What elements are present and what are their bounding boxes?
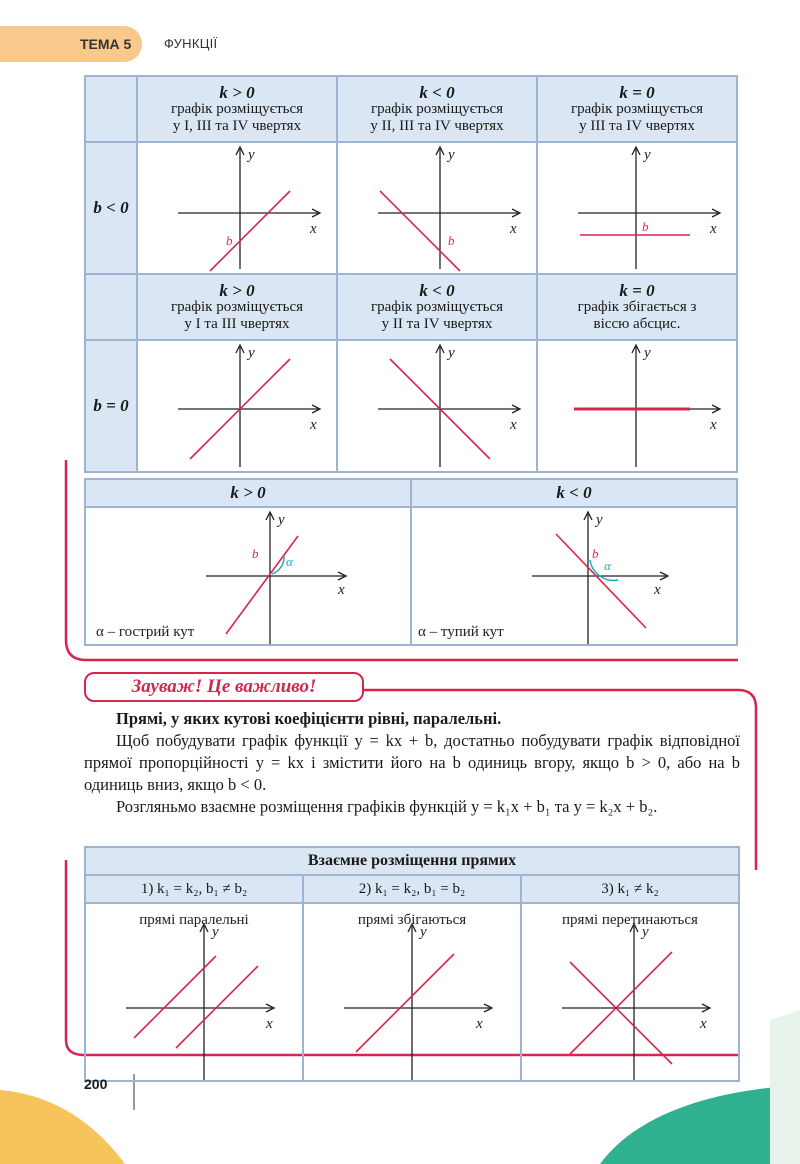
important-note-banner: Зауваж! Це важливо! xyxy=(84,672,364,702)
svg-text:y: y xyxy=(642,924,649,940)
subject-label: ФУНКЦІЇ xyxy=(164,36,218,51)
svg-text:y: y xyxy=(420,924,427,940)
row-label-b-negative: b < 0 xyxy=(85,142,137,274)
svg-text:x: x xyxy=(338,582,345,598)
graph-intersect xyxy=(521,903,739,1081)
head2-k-negative: k < 0 графік розміщується у II та IV чвертях xyxy=(337,274,537,340)
graph-kneg-bzero xyxy=(337,340,537,472)
svg-text:b: b xyxy=(226,233,233,248)
svg-text:x: x xyxy=(510,417,517,433)
theme-tab xyxy=(0,26,142,62)
graph-parallel xyxy=(85,903,303,1081)
svg-text:α – тупий кут: α – тупий кут xyxy=(418,624,504,640)
svg-text:x: x xyxy=(510,221,517,237)
svg-text:прямі перетинаються: прямі перетинаються xyxy=(562,912,698,928)
svg-text:x: x xyxy=(654,582,661,598)
corner-cell-2 xyxy=(85,274,137,340)
head2-k-positive: k > 0 графік розміщується у I та III чвертях xyxy=(137,274,337,340)
svg-text:y: y xyxy=(278,512,285,528)
page-number: 200 xyxy=(84,1076,108,1092)
graph-coincide xyxy=(303,903,521,1081)
svg-text:b: b xyxy=(448,233,455,248)
graph-kzero-bneg xyxy=(537,142,737,274)
svg-text:x: x xyxy=(700,1016,707,1032)
paragraph-shift: Щоб побудувати графік функції y = kx + b, достатньо побудувати графік відповідної прямої пропорційності y = kx і змістити його на b одиниць вгору, якщо b > 0, або на b одиниць вниз, якщо b < 0. xyxy=(84,731,740,794)
angle-table xyxy=(84,478,738,646)
mutual-position-table xyxy=(84,846,740,1082)
graph-kneg-bneg xyxy=(337,142,537,274)
head-k-zero: k = 0 графік розміщується у III та IV чвертях xyxy=(537,76,737,142)
svg-text:y: y xyxy=(448,147,455,163)
mutual-title: Взаємне розміщення прямих xyxy=(85,847,739,875)
svg-text:y: y xyxy=(212,924,219,940)
corner-cell xyxy=(85,76,137,142)
slope-intercept-table xyxy=(84,75,738,473)
case-1-head: 1) k₁ = k₂, b₁ ≠ b₂ xyxy=(85,875,303,903)
svg-text:x: x xyxy=(266,1016,273,1032)
svg-text:y: y xyxy=(596,512,603,528)
svg-text:прямі збігаються: прямі збігаються xyxy=(357,912,467,928)
svg-text:y: y xyxy=(644,345,651,361)
svg-text:b: b xyxy=(642,219,649,234)
svg-text:α – гострий кут: α – гострий кут xyxy=(96,624,195,640)
case-3-head: 3) k₁ ≠ k₂ xyxy=(521,875,739,903)
paragraph-mutual: Розгляньмо взаємне розміщення графіків функцій y = k₁x + b₁ та y = k₂x + b₂. xyxy=(116,797,658,816)
angle-graph-obtuse xyxy=(411,507,737,645)
head-k-positive: k > 0 графік розміщується у I, III та IV чвертях xyxy=(137,76,337,142)
svg-text:x: x xyxy=(310,221,317,237)
svg-text:прямі паралельні: прямі паралельні xyxy=(139,912,249,928)
theme-label: ТЕМА 5 xyxy=(80,36,132,52)
angle-head-positive: k > 0 xyxy=(85,479,411,507)
svg-text:α: α xyxy=(286,554,293,569)
graph-kzero-bzero xyxy=(537,340,737,472)
svg-text:y: y xyxy=(248,345,255,361)
svg-text:y: y xyxy=(448,345,455,361)
graph-kpos-bzero xyxy=(137,340,337,472)
graph-kpos-bneg xyxy=(137,142,337,274)
angle-graph-acute xyxy=(85,507,411,645)
svg-text:y: y xyxy=(644,147,651,163)
head2-k-zero: k = 0 графік збігається з віссю абсцис. xyxy=(537,274,737,340)
svg-text:x: x xyxy=(476,1016,483,1032)
rule-parallel-lines: Прямі, у яких кутові коефіцієнти рівні, паралельні. xyxy=(116,709,502,728)
case-2-head: 2) k₁ = k₂, b₁ = b₂ xyxy=(303,875,521,903)
angle-head-negative: k < 0 xyxy=(411,479,737,507)
row-label-b-zero: b = 0 xyxy=(85,340,137,472)
svg-text:y: y xyxy=(248,147,255,163)
svg-text:b: b xyxy=(252,546,259,561)
head-k-negative: k < 0 графік розміщується у II, III та IV чвертях xyxy=(337,76,537,142)
svg-text:x: x xyxy=(710,221,717,237)
svg-text:b: b xyxy=(592,546,599,561)
svg-text:α: α xyxy=(604,558,611,573)
svg-text:x: x xyxy=(710,417,717,433)
svg-text:x: x xyxy=(310,417,317,433)
